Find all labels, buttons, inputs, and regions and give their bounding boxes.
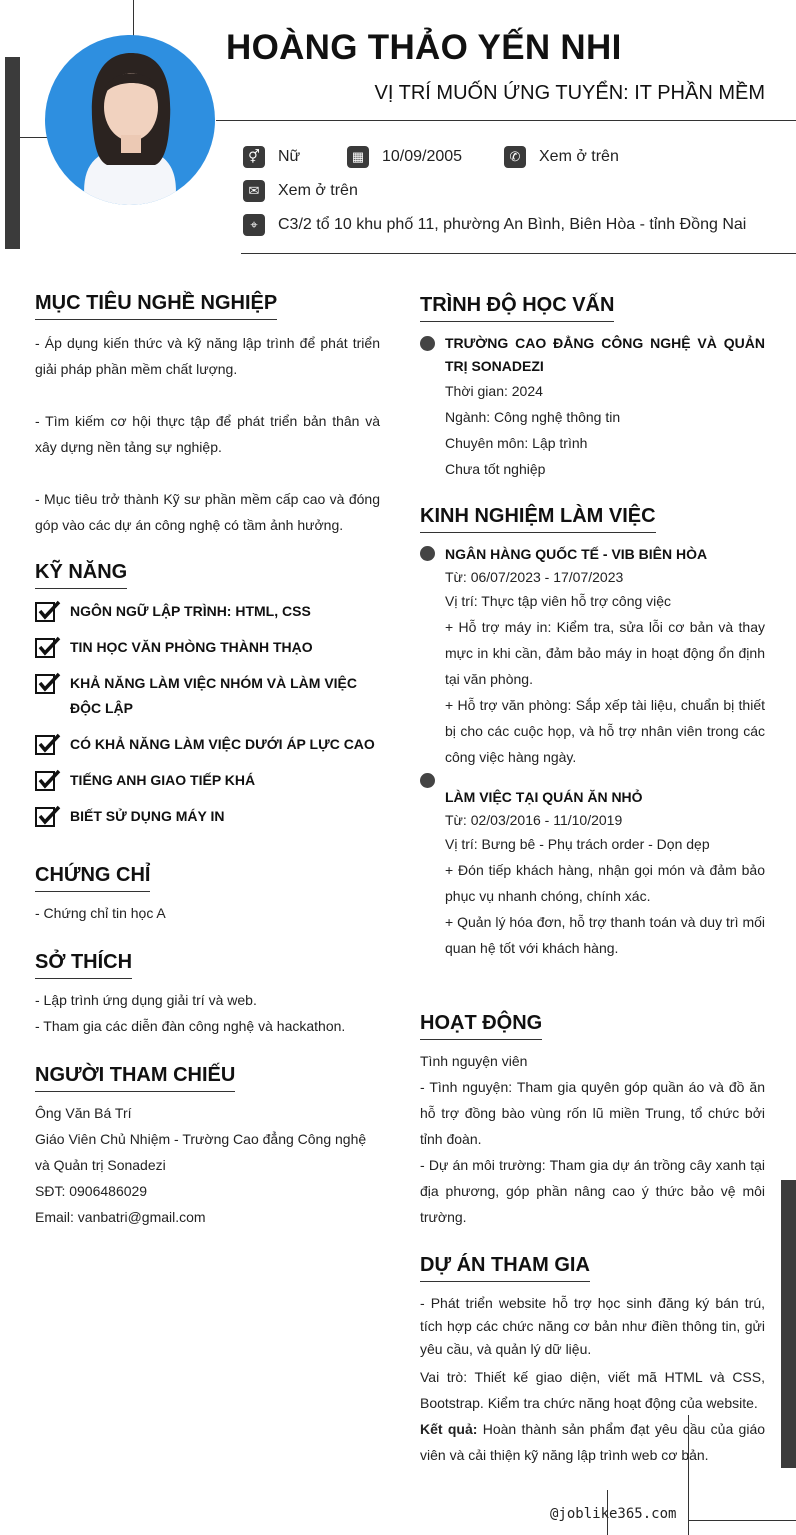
education-time: Thời gian: 2024	[445, 383, 543, 399]
top-vertical-line	[133, 0, 134, 38]
skill-label: NGÔN NGỮ LẬP TRÌNH: HTML, CSS	[70, 603, 311, 619]
project-role: Vai trò: Thiết kế giao diện, viết mã HTML và CSS, Bootstrap. Kiểm tra chức năng hoạt động của website.	[420, 1369, 765, 1411]
skill-item	[35, 732, 380, 757]
phone-icon: ✆	[504, 146, 526, 168]
project-result-text: Hoàn thành sản phẩm đạt yêu cầu của giáo viên và cải thiện kỹ năng lập trình web cơ bản.	[420, 1421, 766, 1463]
bullet-dot	[420, 336, 435, 351]
job-detail: + Hỗ trợ máy in: Kiểm tra, sửa lỗi cơ bản và thay mực in khi cần, đảm bảo máy in hoạt động ổn định tại văn phòng.	[445, 619, 765, 687]
bullet-dot	[420, 773, 435, 788]
skill-label: KHẢ NĂNG LÀM VIỆC NHÓM VÀ LÀM VIỆC ĐỘC LẬP	[70, 675, 357, 716]
skill-label: CÓ KHẢ NĂNG LÀM VIỆC DƯỚI ÁP LỰC CAO	[70, 736, 375, 752]
email-info	[243, 180, 358, 202]
skill-item	[35, 599, 380, 624]
education-section	[420, 294, 765, 482]
reference-name: Ông Văn Bá Trí	[35, 1105, 132, 1121]
hobbies-section	[35, 951, 380, 1039]
skill-item	[35, 768, 380, 793]
checkbox-checked-icon	[35, 769, 61, 791]
objective-item: - Mục tiêu trở thành Kỹ sư phần mềm cấp cao và đóng góp vào các dự án công nghệ có tầm ảnh hưởng.	[35, 491, 380, 533]
checkbox-checked-icon	[35, 672, 61, 694]
reference-email: Email: vanbatri@gmail.com	[35, 1209, 206, 1225]
job-company: LÀM VIỆC TẠI QUÁN ĂN NHỎ	[445, 789, 643, 805]
activity-line: Tình nguyện viên	[420, 1053, 528, 1069]
job-detail: + Quản lý hóa đơn, hỗ trợ thanh toán và duy trì mối quan hệ tốt với khách hàng.	[445, 914, 765, 956]
skill-label: TIN HỌC VĂN PHÒNG THÀNH THẠO	[70, 639, 313, 655]
activities-section	[420, 1012, 765, 1230]
reference-role: Giáo Viên Chủ Nhiệm - Trường Cao đẳng Công nghệ và Quản trị Sonadezi	[35, 1131, 367, 1173]
school-name: TRƯỜNG CAO ĐẲNG CÔNG NGHỆ VÀ QUẢN TRỊ SONADEZI	[445, 335, 765, 374]
right-accent-bar	[781, 1180, 796, 1468]
bullet-dot	[420, 546, 435, 561]
header-top-rule	[216, 120, 796, 121]
experience-title: KINH NGHIỆM LÀM VIỆC	[420, 505, 656, 533]
skill-label: TIẾNG ANH GIAO TIẾP KHÁ	[70, 772, 256, 788]
references-title: NGƯỜI THAM CHIẾU	[35, 1064, 235, 1092]
checkbox-checked-icon	[35, 600, 61, 622]
certificate-item: - Chứng chỉ tin học A	[35, 905, 166, 921]
activity-line: - Tình nguyện: Tham gia quyên góp quần áo và đồ ăn hỗ trợ đồng bào vùng rốn lũ miền Trung, tổ chức bởi tỉnh đoàn.	[420, 1079, 765, 1147]
checkbox-checked-icon	[35, 636, 61, 658]
location-icon: ⌖	[243, 214, 265, 236]
skill-item	[35, 671, 380, 721]
desired-position: VỊ TRÍ MUỐN ỨNG TUYỂN: IT PHẦN MỀM	[374, 82, 765, 104]
job-period: Từ: 06/07/2023 - 17/07/2023	[445, 569, 624, 585]
education-specialty: Chuyên môn: Lập trình	[445, 435, 588, 451]
job-period: Từ: 02/03/2016 - 11/10/2019	[445, 812, 623, 828]
left-accent-bar	[5, 57, 20, 249]
gender-icon: ⚥	[243, 146, 265, 168]
address-info	[243, 214, 746, 236]
avatar-photo	[45, 35, 215, 205]
hobby-item: - Tham gia các diễn đàn công nghệ và hackathon.	[35, 1018, 346, 1034]
skill-item	[35, 804, 380, 829]
address-value: C3/2 tổ 10 khu phố 11, phường An Bình, Biên Hòa - tỉnh Đồng Nai	[278, 216, 747, 233]
experience-section	[420, 505, 765, 961]
project-description: - Phát triển website hỗ trợ học sinh đăng ký bán trú, tích hợp các chức năng cơ bản như điền thông tin, gửi yêu cầu, và quản lý dữ liệu.	[420, 1295, 765, 1357]
header-bottom-rule	[241, 253, 796, 254]
projects-title: DỰ ÁN THAM GIA	[420, 1254, 590, 1282]
projects-section	[420, 1254, 765, 1468]
dob-value: 10/09/2005	[382, 148, 463, 165]
photo-horizontal-line	[20, 137, 48, 138]
job-role: Vị trí: Thực tập viên hỗ trợ công việc	[445, 593, 672, 609]
checkbox-checked-icon	[35, 805, 61, 827]
skills-title: KỸ NĂNG	[35, 561, 127, 589]
gender-info	[243, 146, 300, 168]
calendar-icon: ▦	[347, 146, 369, 168]
hobbies-title: SỞ THÍCH	[35, 951, 132, 979]
hobby-item: - Lập trình ứng dụng giải trí và web.	[35, 992, 257, 1008]
phone-value: Xem ở trên	[539, 148, 619, 165]
job-detail: + Đón tiếp khách hàng, nhận gọi món và đảm bảo phục vụ nhanh chóng, chính xác.	[445, 862, 765, 904]
job-detail: + Hỗ trợ văn phòng: Sắp xếp tài liệu, chuẩn bị thiết bị cho các cuộc họp, và hỗ trợ nhân viên trong các công việc hàng ngày.	[445, 697, 765, 765]
project-result-label: Kết quả:	[420, 1421, 478, 1437]
gender-value: Nữ	[278, 148, 301, 165]
job-role: Vị trí: Bưng bê - Phụ trách order - Dọn dẹp	[445, 836, 710, 852]
watermark: @joblike365.com	[550, 1506, 677, 1522]
objective-section	[35, 292, 380, 538]
objective-item: - Áp dụng kiến thức và kỹ năng lập trình để phát triển giải pháp phần mềm chất lượng.	[35, 335, 380, 377]
checkbox-checked-icon	[35, 733, 61, 755]
footer-horizontal-line	[688, 1520, 796, 1521]
reference-phone: SĐT: 0906486029	[35, 1183, 148, 1199]
job-company: NGÂN HÀNG QUỐC TẾ - VIB BIÊN HÒA	[445, 546, 708, 562]
skills-section	[35, 561, 380, 829]
certificates-title: CHỨNG CHỈ	[35, 864, 150, 892]
skill-item	[35, 635, 380, 660]
education-status: Chưa tốt nghiệp	[445, 461, 546, 477]
references-section	[35, 1064, 380, 1230]
objective-item: - Tìm kiếm cơ hội thực tập để phát triển bản thân và xây dựng nền tảng sự nghiệp.	[35, 413, 380, 455]
objective-title: MỤC TIÊU NGHỀ NGHIỆP	[35, 292, 277, 320]
education-title: TRÌNH ĐỘ HỌC VẤN	[420, 294, 614, 322]
certificates-section	[35, 864, 380, 926]
email-value: Xem ở trên	[278, 182, 358, 199]
envelope-icon: ✉	[243, 180, 265, 202]
skill-label: BIẾT SỬ DỤNG MÁY IN	[70, 808, 225, 824]
candidate-name: HOÀNG THẢO YẾN NHI	[226, 28, 622, 67]
phone-info	[504, 146, 619, 168]
project-result	[420, 1416, 765, 1468]
activity-line: - Dự án môi trường: Tham gia dự án trồng cây xanh tại địa phương, góp phần nâng cao ý thức bảo vệ môi trường.	[420, 1157, 765, 1225]
activities-title: HOẠT ĐỘNG	[420, 1012, 542, 1040]
education-major: Ngành: Công nghệ thông tin	[445, 409, 621, 425]
dob-info	[347, 146, 462, 168]
